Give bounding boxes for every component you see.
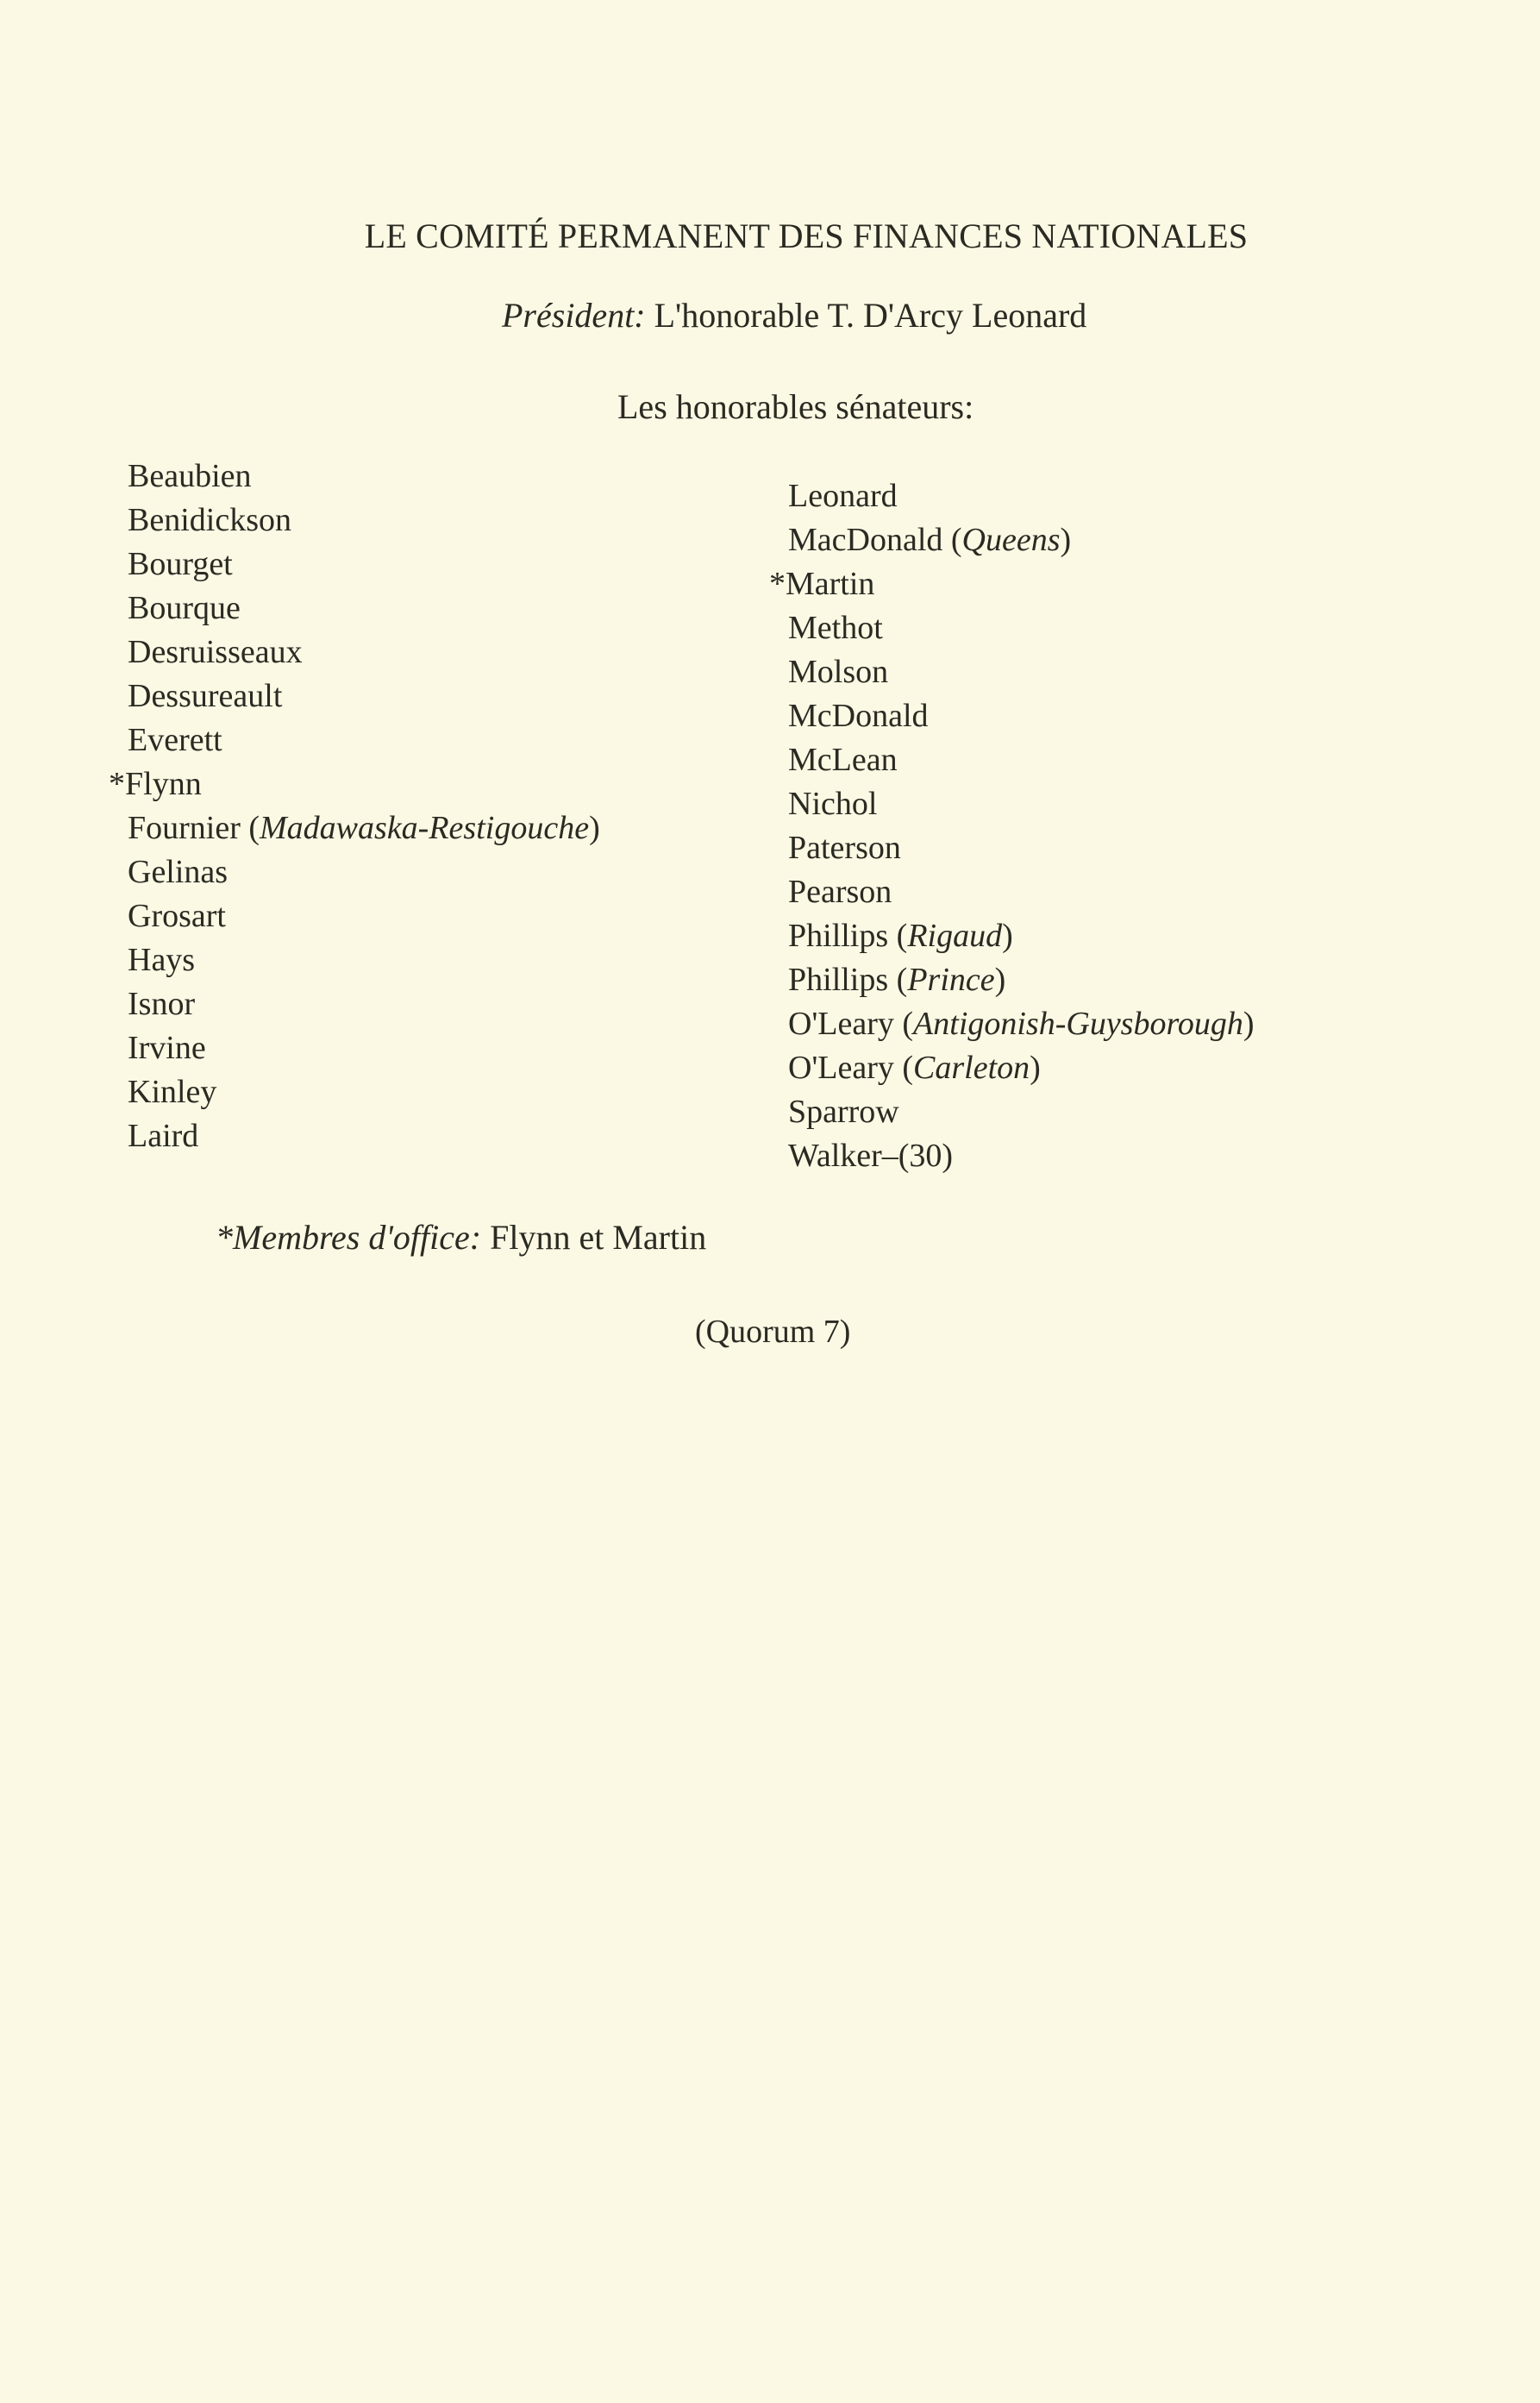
president-label: Président: bbox=[502, 296, 646, 335]
senator-list-item: Phillips (Prince) bbox=[788, 962, 1006, 998]
senator-list-item bbox=[788, 738, 1255, 782]
senator-list-item bbox=[128, 1070, 600, 1114]
senator-list-item bbox=[788, 606, 1255, 650]
senator-name: O'Leary bbox=[788, 1050, 894, 1086]
senator-name: Sparrow bbox=[788, 1094, 899, 1130]
senator-list-item bbox=[769, 562, 1255, 606]
senator-name: Isnor bbox=[128, 986, 196, 1022]
senator-list-item bbox=[788, 474, 1255, 518]
senator-list-item bbox=[128, 631, 600, 674]
senator-name: Walker–(30) bbox=[788, 1138, 954, 1174]
senator-name: Bourget bbox=[128, 546, 233, 582]
senator-riding: Antigonish-Guysborough bbox=[913, 1006, 1243, 1042]
senator-list-item bbox=[128, 850, 600, 894]
senator-name: Phillips bbox=[788, 918, 889, 954]
senator-name: Paterson bbox=[788, 830, 901, 866]
senator-name: Leonard bbox=[788, 478, 898, 514]
senator-list-item bbox=[788, 826, 1255, 870]
president-line bbox=[502, 295, 1086, 336]
ex-officio-members: Flynn et Martin bbox=[490, 1218, 707, 1257]
senator-list-item bbox=[128, 1026, 600, 1070]
senator-list-item: Fournier (Madawaska-Restigouche) bbox=[128, 810, 600, 846]
senator-name: Laird bbox=[128, 1118, 199, 1154]
ex-officio-marker: * bbox=[109, 766, 125, 802]
senator-name: MacDonald bbox=[788, 522, 943, 558]
senator-name: Fournier bbox=[128, 810, 241, 846]
senator-list-item bbox=[788, 782, 1255, 826]
senator-list-item: Phillips (Rigaud) bbox=[788, 918, 1013, 954]
senator-name: Molson bbox=[788, 654, 889, 690]
senator-list-item bbox=[788, 1134, 1255, 1178]
senator-list-item bbox=[788, 650, 1255, 694]
senator-name: Desruisseaux bbox=[128, 634, 303, 670]
senator-riding: Prince bbox=[907, 962, 995, 998]
ex-officio-label: *Membres d'office: bbox=[216, 1218, 482, 1257]
senator-riding: Carleton bbox=[913, 1050, 1030, 1086]
senator-list-item bbox=[109, 762, 600, 806]
senator-list-item bbox=[128, 894, 600, 938]
senator-name: Grosart bbox=[128, 898, 226, 934]
senators-list-left bbox=[109, 455, 600, 1158]
senator-list-item bbox=[788, 694, 1255, 738]
senators-list-right bbox=[769, 474, 1255, 1178]
senator-name: Phillips bbox=[788, 962, 889, 998]
senator-name: Pearson bbox=[788, 874, 892, 910]
senator-list-item bbox=[128, 543, 600, 587]
senator-list-item: O'Leary (Carleton) bbox=[788, 1050, 1041, 1086]
senator-riding: Madawaska-Restigouche bbox=[260, 810, 590, 846]
ex-officio-note bbox=[216, 1217, 706, 1258]
senator-list-item bbox=[128, 674, 600, 718]
senator-name: McDonald bbox=[788, 698, 929, 734]
senator-list-item bbox=[128, 938, 600, 982]
senators-heading: Les honorables sénateurs: bbox=[617, 387, 974, 426]
senator-list-item bbox=[128, 1114, 600, 1158]
senator-name: Hays bbox=[128, 942, 196, 978]
senator-name: Bourque bbox=[128, 590, 241, 626]
ex-officio-marker: * bbox=[769, 566, 786, 602]
senator-list-item bbox=[128, 455, 600, 499]
senator-list-item: O'Leary (Antigonish-Guysborough) bbox=[788, 1006, 1255, 1042]
senator-name: Kinley bbox=[128, 1074, 217, 1110]
senator-name: Nichol bbox=[788, 786, 878, 822]
senator-name: Gelinas bbox=[128, 854, 228, 890]
senator-name: Methot bbox=[788, 610, 883, 646]
senator-list-item bbox=[128, 718, 600, 762]
president-name: L'honorable T. D'Arcy Leonard bbox=[654, 296, 1087, 335]
senator-name: Dessureault bbox=[128, 678, 283, 714]
committee-title: LE COMITÉ PERMANENT DES FINANCES NATIONALES bbox=[364, 216, 1249, 255]
senator-riding: Queens bbox=[961, 522, 1061, 558]
senator-name: O'Leary bbox=[788, 1006, 894, 1042]
senator-list-item bbox=[128, 499, 600, 543]
senator-list-item: MacDonald (Queens) bbox=[788, 522, 1072, 558]
senator-name: Benidickson bbox=[128, 502, 291, 538]
senator-name: Martin bbox=[786, 566, 875, 602]
senator-name: Flynn bbox=[125, 766, 202, 802]
senator-name: McLean bbox=[788, 742, 898, 778]
senator-list-item bbox=[788, 870, 1255, 914]
senator-list-item bbox=[788, 1090, 1255, 1134]
senator-riding: Rigaud bbox=[907, 918, 1003, 954]
senator-list-item bbox=[128, 982, 600, 1026]
senator-name: Irvine bbox=[128, 1030, 206, 1066]
senator-name: Everett bbox=[128, 722, 222, 758]
quorum-note: (Quorum 7) bbox=[695, 1314, 851, 1350]
senator-name: Beaubien bbox=[128, 458, 252, 494]
senator-list-item bbox=[128, 587, 600, 631]
